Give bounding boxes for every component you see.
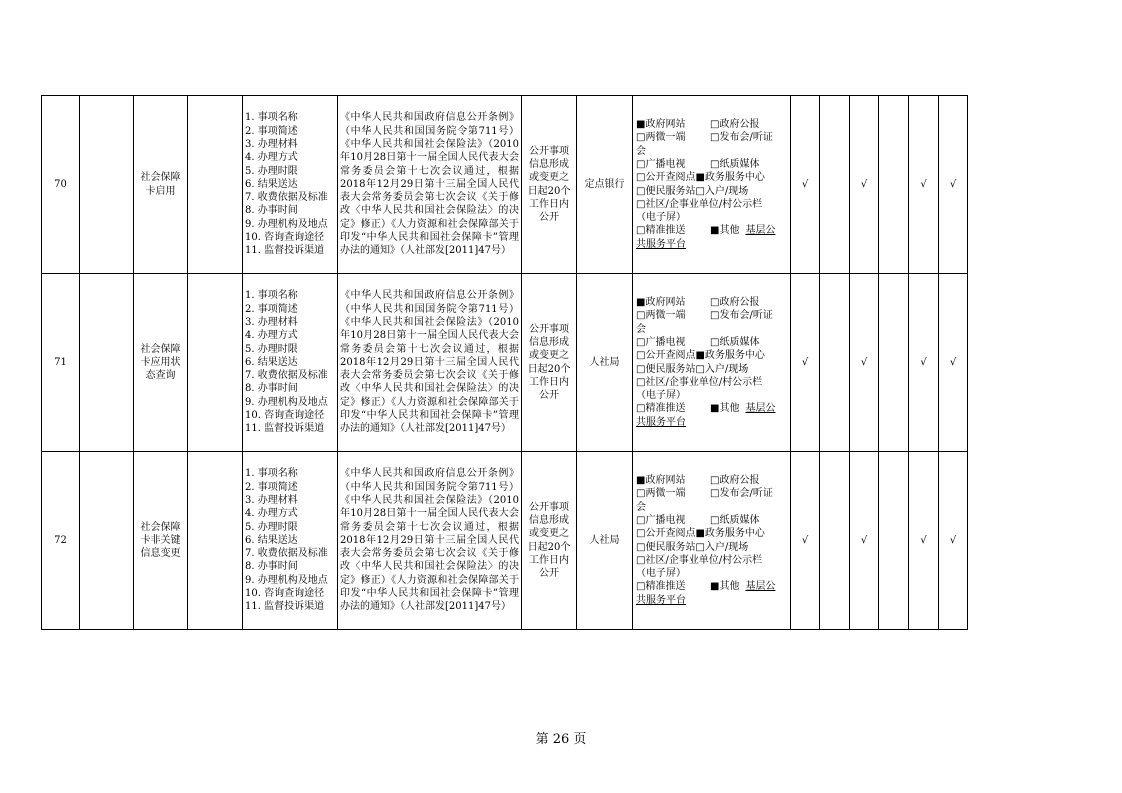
channel-press: □发布会/听证 <box>710 132 773 144</box>
channel-reading-room: □公开查阅点 <box>636 350 696 362</box>
empty-cell <box>188 452 243 630</box>
disclosure-subject: 人社局 <box>577 452 633 630</box>
channel-gazette: □政府公报 <box>710 475 760 487</box>
item-label: 3. 办理材料 <box>245 138 298 150</box>
check-cell <box>820 452 850 630</box>
channel-convenience: □便民服务站 <box>636 541 696 553</box>
disclosure-channels <box>633 274 791 452</box>
disclosure-subject: 人社局 <box>577 274 633 452</box>
check-cell: √ <box>791 274 820 452</box>
disclosure-items <box>243 96 338 274</box>
page-number: 第 26 页 <box>535 732 587 747</box>
channel-paper: □纸质媒体 <box>710 336 760 348</box>
channel-gazette: □政府公报 <box>710 119 760 131</box>
channel-doorstep: □入户/现场 <box>695 541 749 553</box>
item-label: 1. 事项名称 <box>245 112 298 124</box>
channel-paper: □纸质媒体 <box>710 514 760 526</box>
channel-bulletin: □社区/企事业单位/村公示栏 <box>636 376 763 388</box>
item-label: 8. 办事时间 <box>245 383 298 395</box>
row-number: 72 <box>42 452 80 630</box>
disclosure-time: 公开事项信息形成或变更之日起20个工作日内公开 <box>522 96 577 274</box>
channel-service-center: ■政务服务中心 <box>695 172 765 184</box>
channel-press-cont: 会 <box>636 323 646 335</box>
item-label: 1. 事项名称 <box>245 468 298 480</box>
item-label: 5. 办理时限 <box>245 521 298 533</box>
item-label: 2. 事项简述 <box>245 125 298 137</box>
item-label: 1. 事项名称 <box>245 290 298 302</box>
item-label: 4. 办理方式 <box>245 152 298 164</box>
table-row <box>42 452 968 630</box>
channel-weibo: □两微一端 <box>636 488 686 500</box>
legal-basis: 《中华人民共和国政府信息公开条例》（中华人民共和国国务院令第711号）《中华人民共和国社会保险法》（2010年10月28日第十一届全国人民代表大会常务委员会第十七次会议通过，根据2018年12月29日第十三届全国人民代表大会常务委员会第七次会议《关于修改〈中华人民共和国社会保险法〉的决定》修正）《人力资源和社会保障部关于印发“中华人民共和国社会保障卡”管理办法的通知》（人社部发[2011]47号） <box>338 274 522 452</box>
item-label: 7. 收费依据及标准 <box>245 370 328 382</box>
item-label: 4. 办理方式 <box>245 508 298 520</box>
channel-reading-room: □公开查阅点 <box>636 528 696 540</box>
item-label: 7. 收费依据及标准 <box>245 192 328 204</box>
check-cell: √ <box>791 96 820 274</box>
channel-other-detail-cont: 共服务平台 <box>636 594 686 606</box>
check-cell <box>879 452 909 630</box>
check-cell: √ <box>850 452 879 630</box>
item-label: 10. 咨询查询途径 <box>245 410 325 422</box>
disclosure-channels <box>633 96 791 274</box>
item-label: 8. 办事时间 <box>245 561 298 573</box>
item-label: 9. 办理机构及地点 <box>245 218 328 230</box>
legal-basis: 《中华人民共和国政府信息公开条例》（中华人民共和国国务院令第711号）《中华人民共和国社会保险法》（2010年10月28日第十一届全国人民代表大会常务委员会第十七次会议通过，根据2018年12月29日第十三届全国人民代表大会常务委员会第七次会议《关于修改〈中华人民共和国社会保险法〉的决定》修正）《人力资源和社会保障部关于印发“中华人民共和国社会保障卡”管理办法的通知》（人社部发[2011]47号） <box>338 452 522 630</box>
channel-doorstep: □入户/现场 <box>695 363 749 375</box>
channel-bulletin-cont: （电子屏） <box>636 212 686 224</box>
check-cell: √ <box>791 452 820 630</box>
item-label: 9. 办理机构及地点 <box>245 574 328 586</box>
check-cell: √ <box>850 96 879 274</box>
disclosure-subject: 定点银行 <box>577 96 633 274</box>
channel-broadcast: □广播电视 <box>636 336 686 348</box>
table-row <box>42 274 968 452</box>
item-label: 7. 收费依据及标准 <box>245 548 328 560</box>
channel-service-center: ■政务服务中心 <box>695 350 765 362</box>
channel-other-detail-cont: 共服务平台 <box>636 416 686 428</box>
table-row <box>42 96 968 274</box>
disclosure-time: 公开事项信息形成或变更之日起20个工作日内公开 <box>522 452 577 630</box>
disclosure-table <box>41 95 968 630</box>
empty-cell <box>188 96 243 274</box>
item-label: 2. 事项简述 <box>245 303 298 315</box>
channel-other: ■其他 <box>710 581 740 593</box>
disclosure-items <box>243 274 338 452</box>
item-label: 3. 办理材料 <box>245 316 298 328</box>
row-number: 71 <box>42 274 80 452</box>
check-cell <box>820 274 850 452</box>
check-cell <box>879 96 909 274</box>
channel-weibo: □两微一端 <box>636 132 686 144</box>
item-label: 6. 结果送达 <box>245 356 298 368</box>
empty-cell <box>188 274 243 452</box>
channel-press-cont: 会 <box>636 501 646 513</box>
check-cell: √ <box>939 96 968 274</box>
empty-cell <box>80 274 134 452</box>
item-label: 11. 监督投诉渠道 <box>245 245 325 257</box>
check-cell <box>879 274 909 452</box>
channel-other-detail-cont: 共服务平台 <box>636 238 686 250</box>
channel-website: ■政府网站 <box>636 475 686 487</box>
channel-convenience: □便民服务站 <box>636 185 696 197</box>
channel-bulletin: □社区/企事业单位/村公示栏 <box>636 554 763 566</box>
check-cell: √ <box>909 274 939 452</box>
channel-push: □精准推送 <box>636 581 686 593</box>
channel-push: □精准推送 <box>636 225 686 237</box>
channel-other-detail: 基层公 <box>745 581 776 593</box>
item-label: 3. 办理材料 <box>245 494 298 506</box>
item-name: 社会保障卡非关键信息变更 <box>134 452 188 630</box>
check-cell: √ <box>939 452 968 630</box>
channel-website: ■政府网站 <box>636 119 686 131</box>
channel-bulletin: □社区/企事业单位/村公示栏 <box>636 198 763 210</box>
disclosure-time: 公开事项信息形成或变更之日起20个工作日内公开 <box>522 274 577 452</box>
item-label: 8. 办事时间 <box>245 205 298 217</box>
check-cell: √ <box>909 452 939 630</box>
channel-paper: □纸质媒体 <box>710 158 760 170</box>
channel-push: □精准推送 <box>636 403 686 415</box>
item-name: 社会保障卡启用 <box>134 96 188 274</box>
item-label: 11. 监督投诉渠道 <box>245 601 325 613</box>
item-label: 2. 事项简述 <box>245 481 298 493</box>
channel-website: ■政府网站 <box>636 297 686 309</box>
disclosure-items <box>243 452 338 630</box>
item-label: 6. 结果送达 <box>245 178 298 190</box>
empty-cell <box>80 452 134 630</box>
channel-service-center: ■政务服务中心 <box>695 528 765 540</box>
channel-doorstep: □入户/现场 <box>695 185 749 197</box>
check-cell: √ <box>850 274 879 452</box>
disclosure-channels <box>633 452 791 630</box>
channel-other-detail: 基层公 <box>745 403 776 415</box>
channel-other: ■其他 <box>710 225 740 237</box>
channel-press: □发布会/听证 <box>710 310 773 322</box>
channel-bulletin-cont: （电子屏） <box>636 568 686 580</box>
channel-reading-room: □公开查阅点 <box>636 172 696 184</box>
item-label: 5. 办理时限 <box>245 165 298 177</box>
item-label: 5. 办理时限 <box>245 343 298 355</box>
check-cell: √ <box>909 96 939 274</box>
item-label: 10. 咨询查询途径 <box>245 588 325 600</box>
item-name: 社会保障卡应用状态查询 <box>134 274 188 452</box>
check-cell: √ <box>939 274 968 452</box>
item-label: 11. 监督投诉渠道 <box>245 423 325 435</box>
channel-broadcast: □广播电视 <box>636 514 686 526</box>
legal-basis: 《中华人民共和国政府信息公开条例》（中华人民共和国国务院令第711号）《中华人民共和国社会保险法》（2010年10月28日第十一届全国人民代表大会常务委员会第十七次会议通过，根据2018年12月29日第十三届全国人民代表大会常务委员会第七次会议《关于修改〈中华人民共和国社会保险法〉的决定》修正）《人力资源和社会保障部关于印发“中华人民共和国社会保障卡”管理办法的通知》（人社部发[2011]47号） <box>338 96 522 274</box>
empty-cell <box>80 96 134 274</box>
channel-other: ■其他 <box>710 403 740 415</box>
item-label: 10. 咨询查询途径 <box>245 232 325 244</box>
check-cell <box>820 96 850 274</box>
channel-press-cont: 会 <box>636 145 646 157</box>
channel-gazette: □政府公报 <box>710 297 760 309</box>
item-label: 4. 办理方式 <box>245 330 298 342</box>
channel-press: □发布会/听证 <box>710 488 773 500</box>
channel-convenience: □便民服务站 <box>636 363 696 375</box>
row-number: 70 <box>42 96 80 274</box>
item-label: 6. 结果送达 <box>245 534 298 546</box>
channel-broadcast: □广播电视 <box>636 158 686 170</box>
channel-other-detail: 基层公 <box>745 225 776 237</box>
channel-weibo: □两微一端 <box>636 310 686 322</box>
channel-bulletin-cont: （电子屏） <box>636 390 686 402</box>
item-label: 9. 办理机构及地点 <box>245 396 328 408</box>
